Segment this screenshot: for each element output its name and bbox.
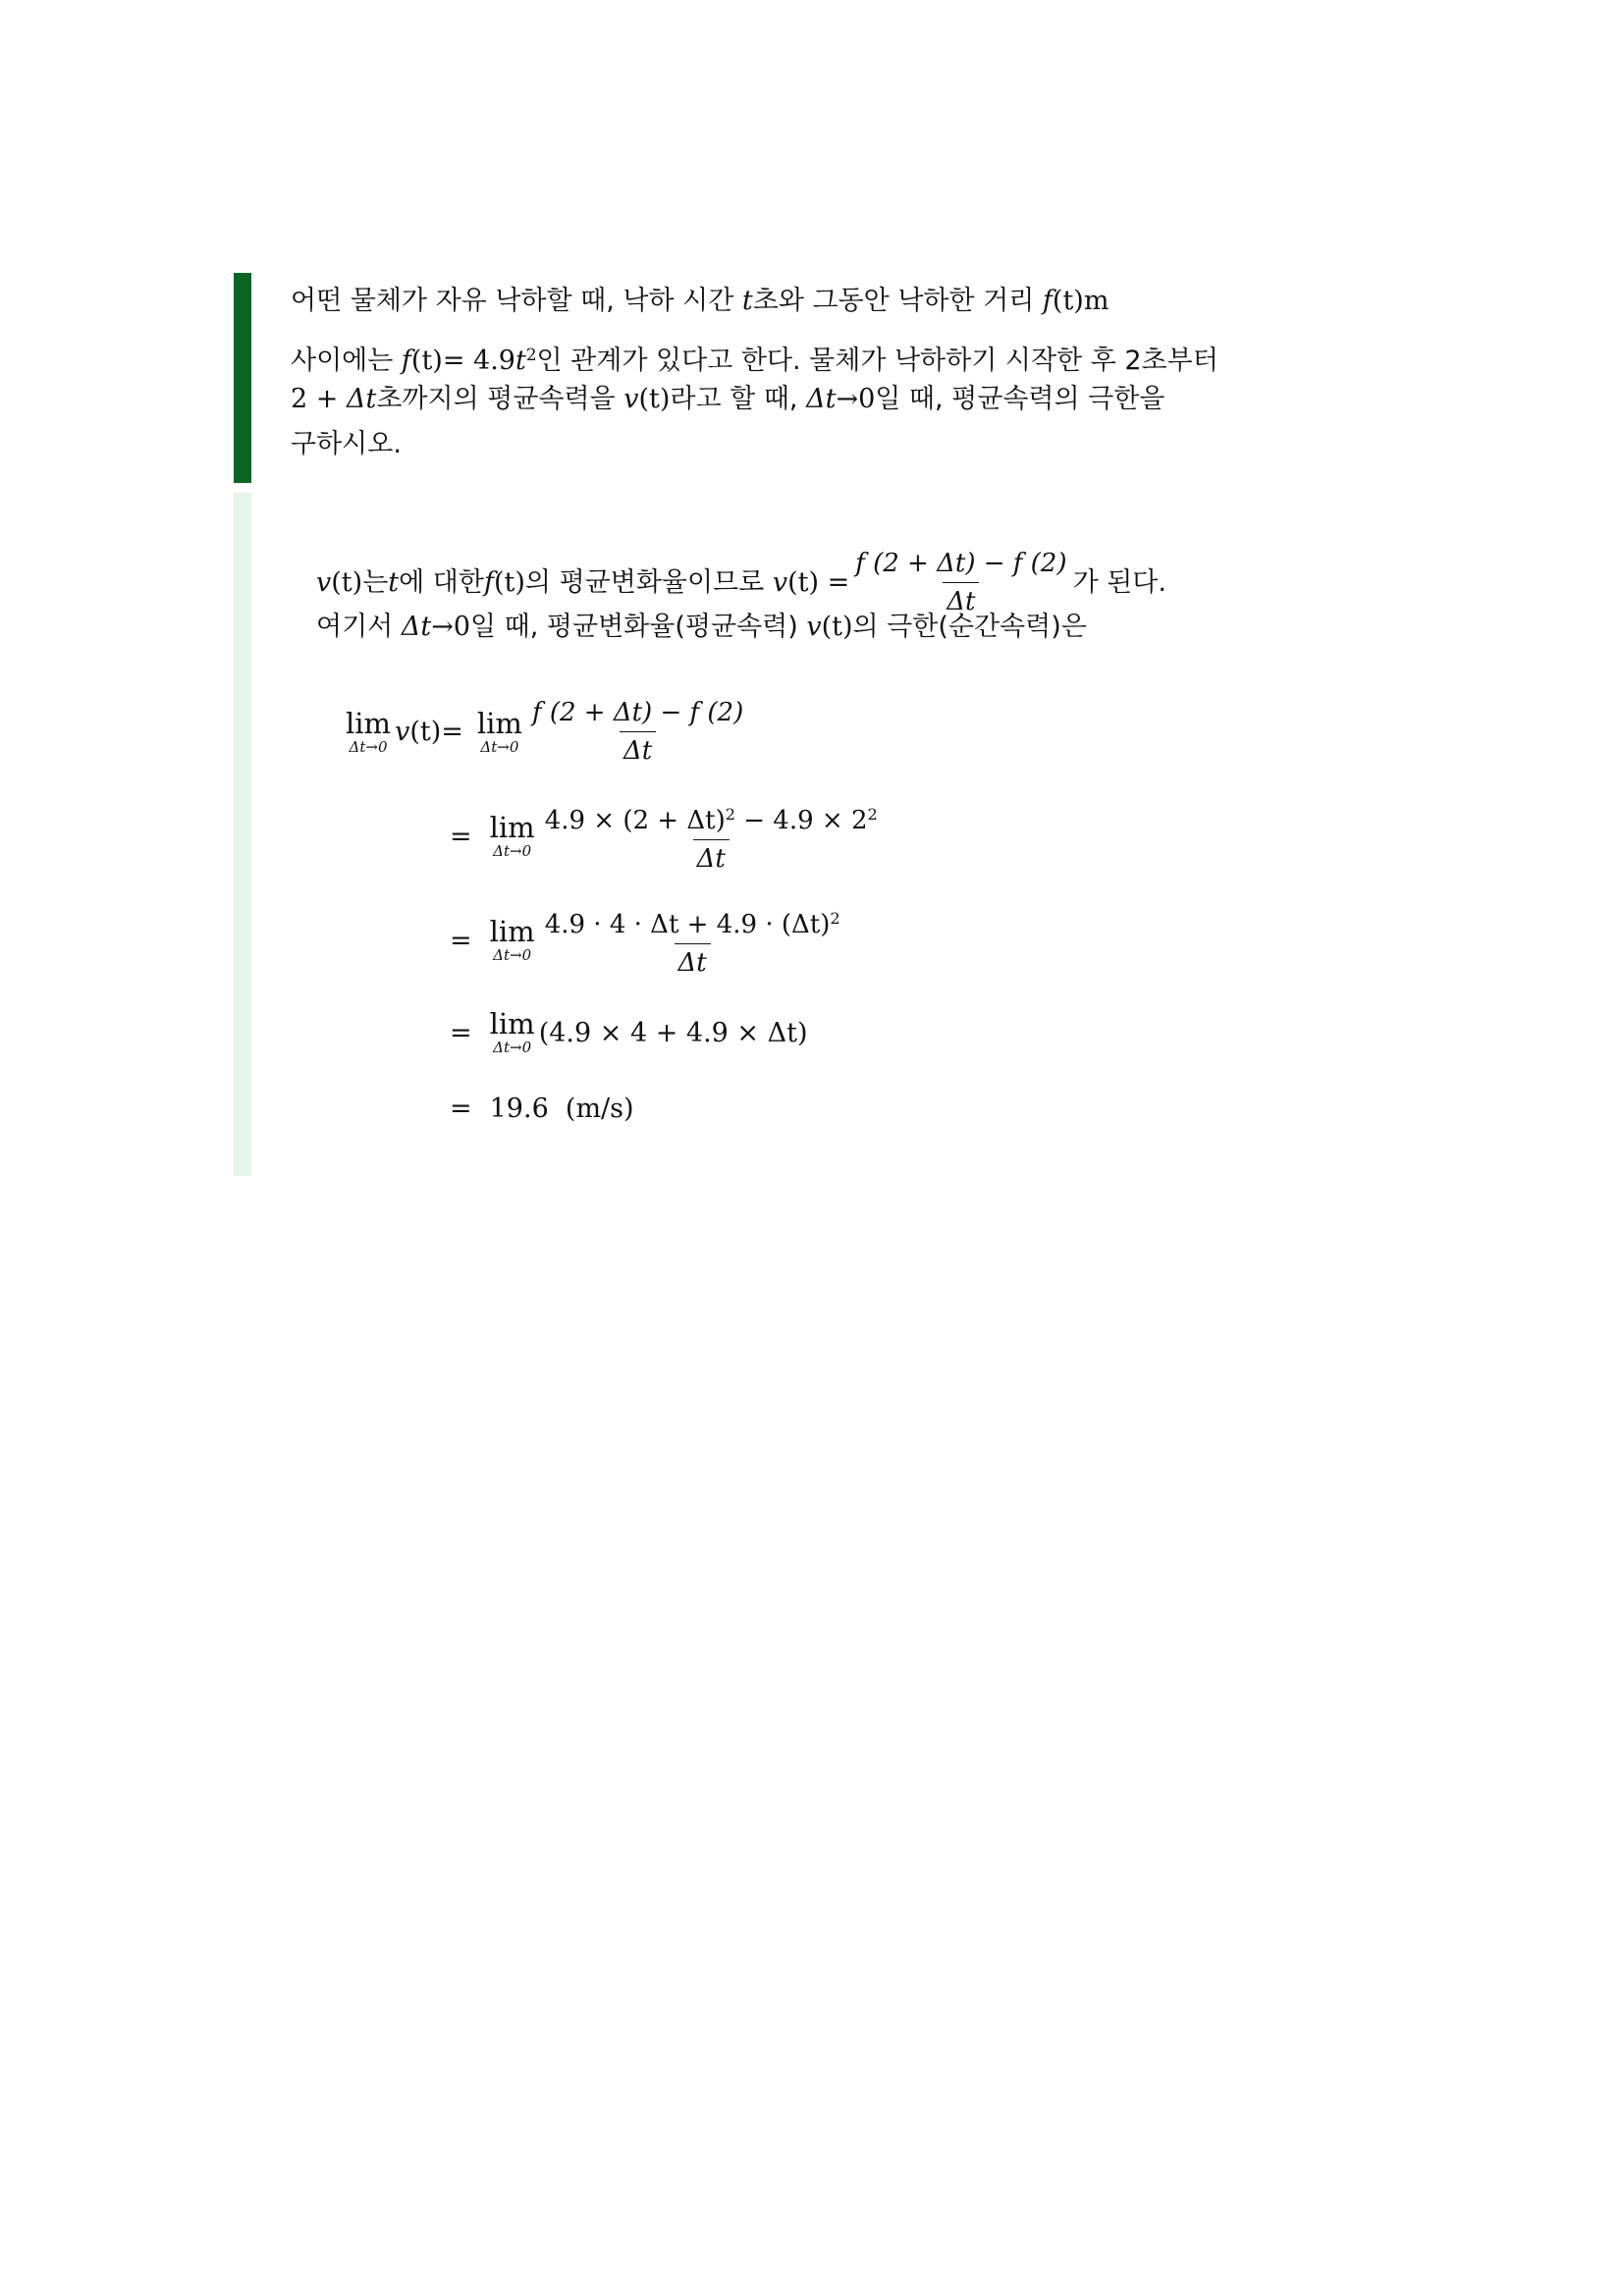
lim-word: lim: [476, 706, 522, 740]
exponent: 2: [525, 345, 537, 364]
lim-word: lim: [489, 915, 535, 949]
math: (t): [331, 566, 363, 598]
problem-line-4: [291, 428, 402, 461]
math-var: Δt: [806, 384, 837, 414]
text: 의 평균변화율이므로: [524, 566, 773, 598]
solution-line-1: [316, 548, 1166, 617]
equals-sign: =: [450, 821, 472, 852]
fraction: [541, 903, 844, 979]
text: 사이에는: [291, 346, 402, 377]
math-var: Δt: [401, 612, 432, 642]
limit: [476, 706, 522, 756]
limit: [490, 813, 535, 860]
math-var: f: [483, 566, 494, 598]
math: →0: [431, 612, 471, 642]
exponent: 2: [830, 909, 840, 928]
limit: [346, 706, 392, 756]
math: (t): [821, 612, 853, 642]
text: 초와 그동안 낙하한 거리: [752, 286, 1043, 316]
lim-word: lim: [489, 811, 535, 845]
denominator: Δt: [675, 943, 711, 979]
exponent: 2: [867, 805, 878, 824]
lim-subscript: Δt→0: [493, 842, 532, 861]
equation-line-1: [346, 697, 749, 767]
math-var: v: [395, 717, 410, 747]
text: 어떤 물체가 자유 낙하할 때, 낙하 시간: [291, 286, 742, 316]
lim-word: lim: [489, 1007, 535, 1041]
equation-line-4: [450, 1009, 808, 1056]
math-var: v: [772, 566, 788, 598]
text: 는: [362, 566, 389, 598]
math: (t)=: [409, 717, 463, 747]
text: 의 극한(순간속력)은: [852, 612, 1087, 642]
math: 4.9 · 4 · Δt + 4.9 · (Δt): [544, 909, 831, 939]
fraction: [541, 799, 882, 875]
math: 2 +: [291, 384, 347, 414]
math-var: t: [514, 346, 526, 377]
problem-line-2: [291, 338, 1218, 378]
numerator: f (2 + Δt) − f (2): [531, 698, 744, 727]
math: 4.9 × (2 + Δt): [544, 805, 726, 835]
denominator: Δt: [943, 582, 979, 617]
math-var: v: [623, 384, 639, 414]
lim-word: lim: [346, 706, 392, 740]
text: 라고 할 때,: [670, 384, 807, 414]
lim-subscript: Δt→0: [493, 946, 532, 965]
lim-subscript: Δt→0: [493, 1039, 532, 1056]
fraction: [851, 548, 1070, 617]
final-answer: 19.6 (m/s): [489, 1094, 634, 1124]
lim-subscript: Δt→0: [349, 737, 388, 756]
math: (t): [1052, 286, 1084, 316]
equation-line-5: [450, 1094, 634, 1124]
math-var: f: [401, 346, 411, 377]
unit: m: [1083, 286, 1110, 316]
text: 일 때, 평균속력의 극한을: [875, 384, 1165, 414]
math-var: v: [316, 566, 332, 598]
lim-subscript: Δt→0: [480, 737, 519, 756]
solution-accent-bar: [234, 493, 251, 1176]
math: − 4.9 × 2: [734, 805, 868, 835]
text: 구하시오.: [291, 429, 402, 459]
math: →0: [836, 384, 876, 414]
math: (t): [493, 566, 525, 598]
text: 일 때, 평균변화율(평균속력): [470, 612, 807, 642]
text: 초까지의 평균속력을: [376, 384, 624, 414]
numerator: [541, 903, 844, 943]
problem-line-3: [291, 383, 1164, 416]
text: 여기서: [316, 612, 402, 642]
equals-sign: =: [450, 925, 472, 956]
exponent: 2: [725, 805, 735, 824]
math-var: t: [388, 566, 400, 598]
text: 인 관계가 있다고 한다. 물체가 낙하하기 시작한 후 2초부터: [536, 346, 1218, 377]
math: (t): [638, 384, 671, 414]
equation-line-2: [450, 799, 884, 875]
problem-line-1: [291, 285, 1109, 318]
limit: [490, 917, 535, 964]
numerator: f (2 + Δt) − f (2): [855, 549, 1067, 578]
math: (t)= 4.9: [410, 346, 515, 377]
denominator: Δt: [620, 731, 656, 767]
denominator: Δt: [693, 839, 730, 875]
math: (t) =: [787, 566, 850, 598]
numerator: [541, 799, 882, 839]
equation-line-3: [450, 903, 846, 979]
text: 가 된다.: [1072, 566, 1166, 598]
math: (4.9 × 4 + 4.9 × Δt): [538, 1017, 808, 1048]
math-var: v: [806, 612, 822, 642]
problem-accent-bar: [234, 273, 251, 483]
math-var: f: [1042, 286, 1053, 316]
equals-sign: =: [450, 1094, 472, 1124]
limit: [490, 1009, 535, 1056]
solution-line-2: [316, 611, 1087, 644]
math-var: t: [741, 286, 753, 316]
math-var: Δt: [346, 384, 377, 414]
text: 에 대한: [399, 566, 484, 598]
equals-sign: =: [450, 1017, 472, 1048]
fraction: [528, 697, 747, 767]
